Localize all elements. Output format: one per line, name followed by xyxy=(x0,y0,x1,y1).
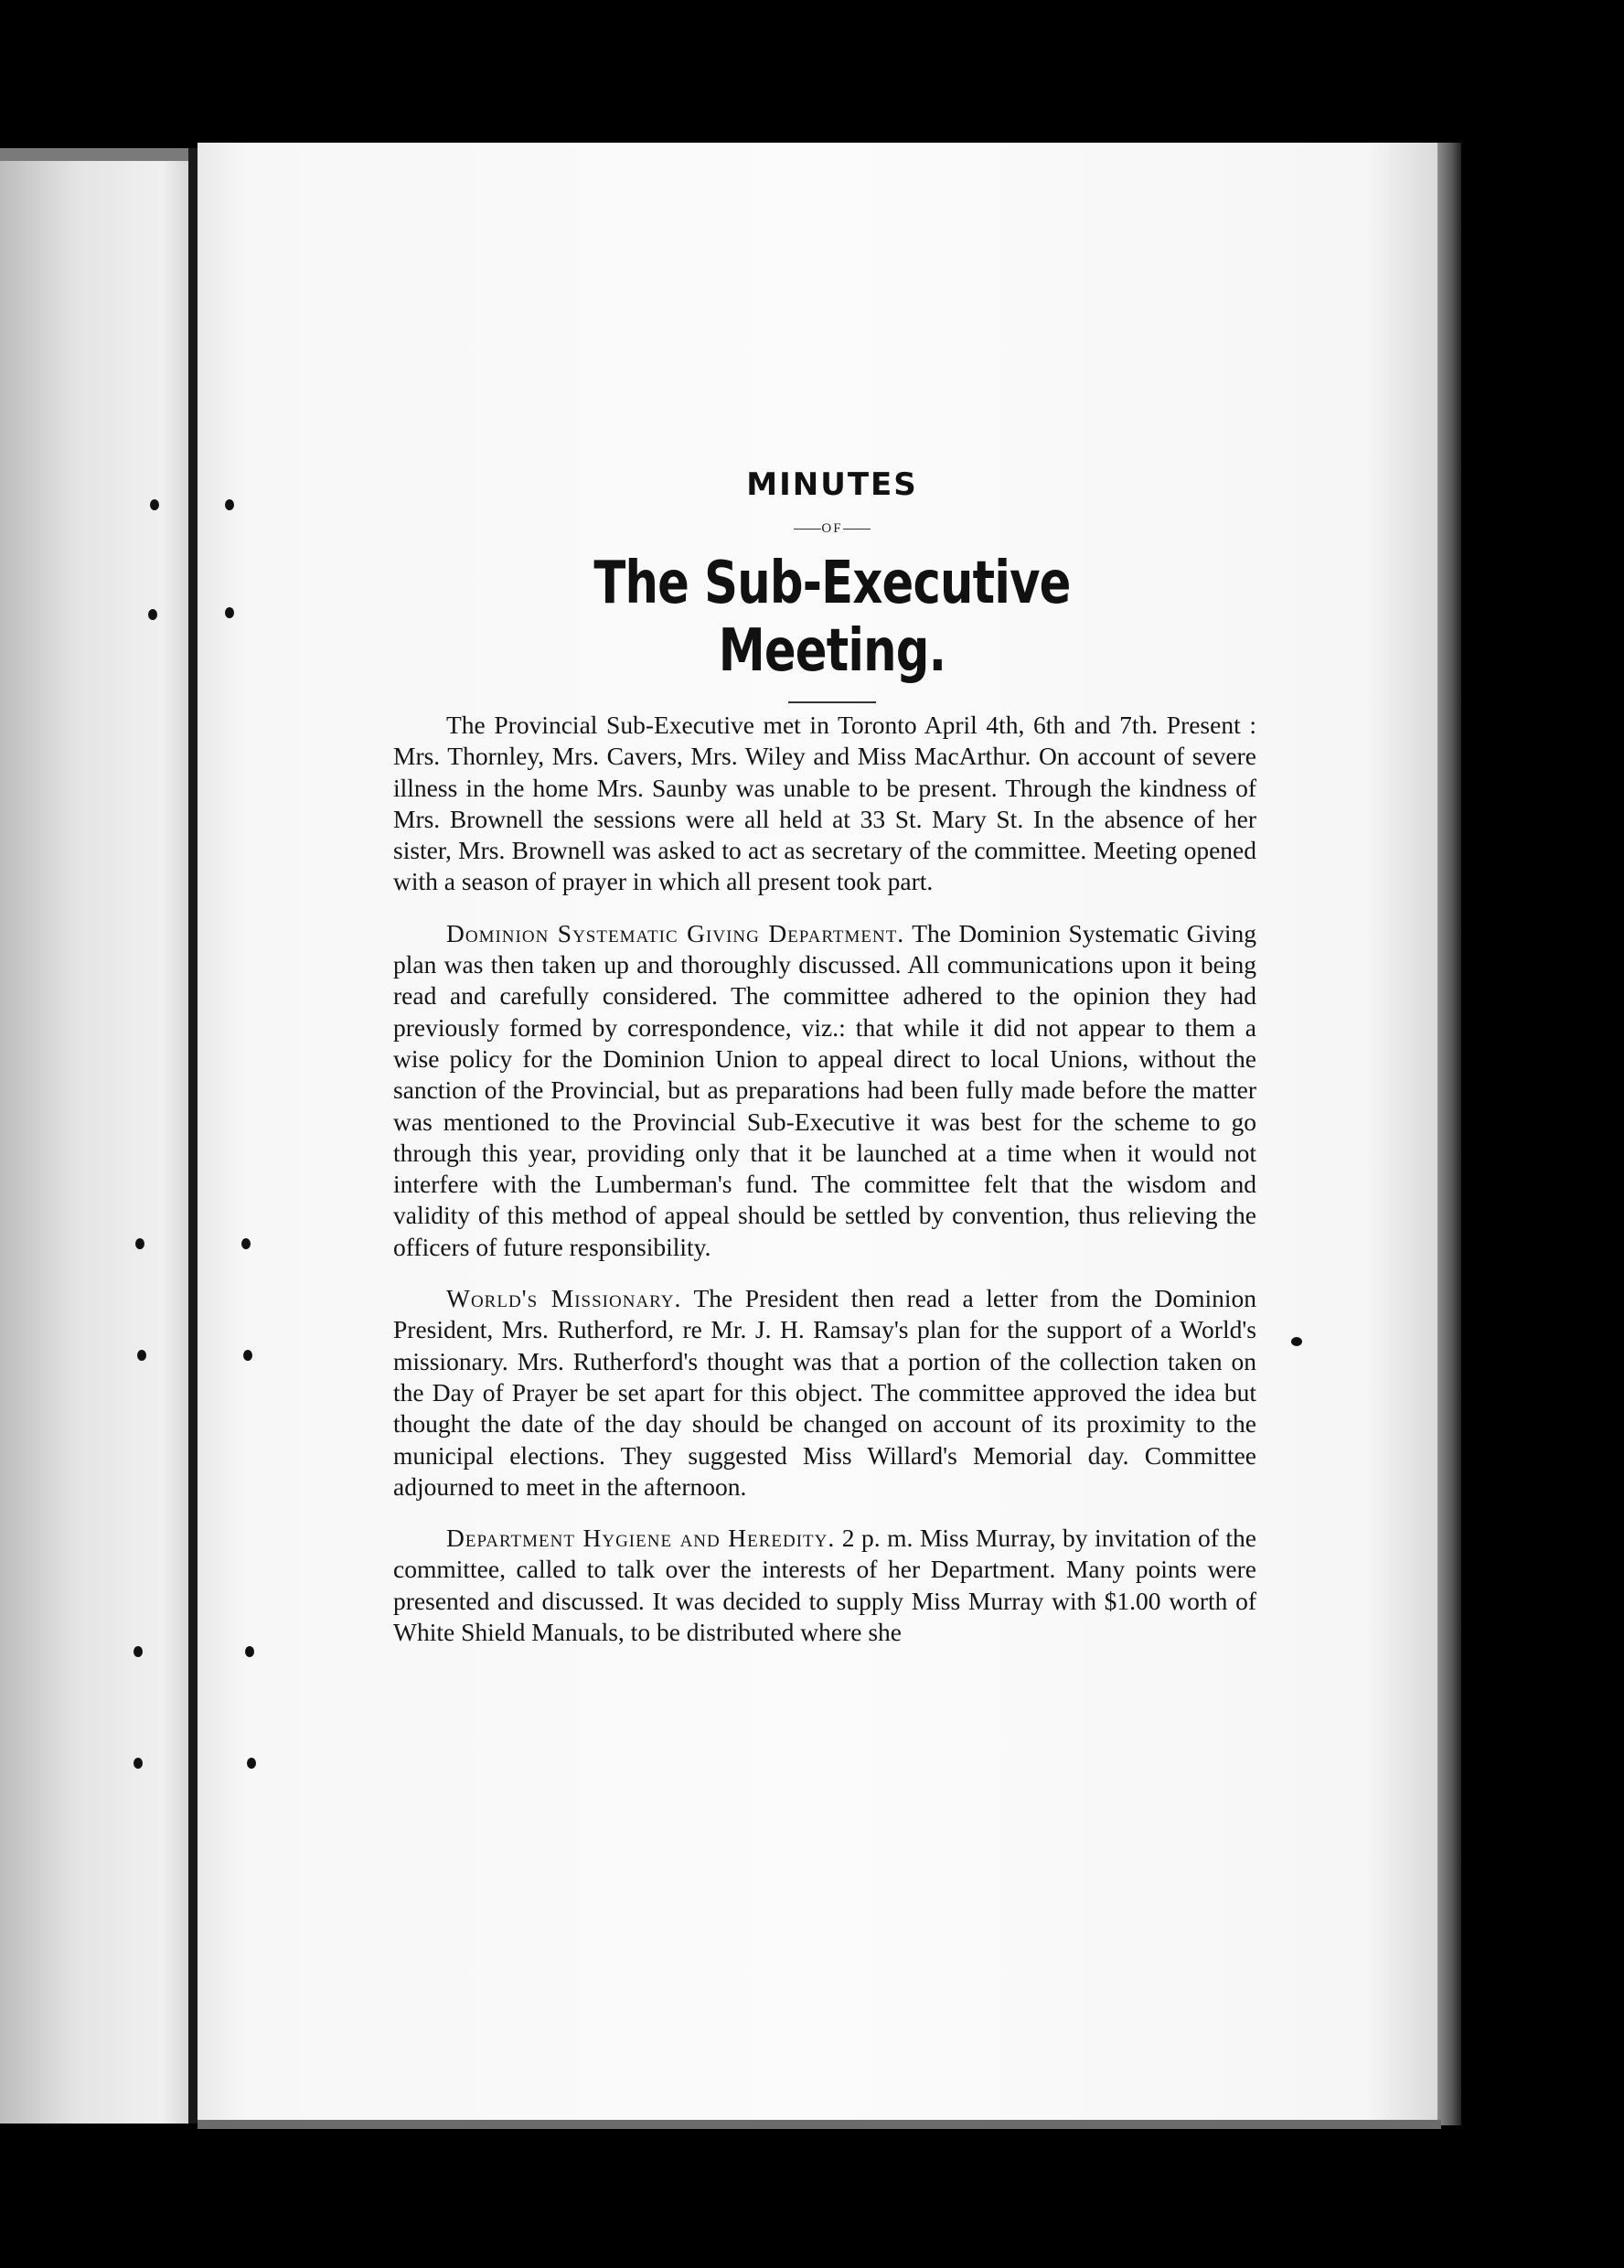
meeting-title: The Sub-Executive Meeting. xyxy=(593,550,1071,685)
binding-hole xyxy=(225,607,234,618)
of-text: OF xyxy=(821,521,843,536)
minutes-body xyxy=(393,710,1256,1668)
of-connector xyxy=(393,521,1271,537)
paragraph-text: The Dominion Systematic Giving plan was then taken up and thoroughly discussed. All communications upon it being read and carefully considered. The committee adhered to the opinion they had previously formed by correspondence, viz.: that while it did not appear to them a wise policy for the Dominion Union to appeal direct to local Unions, without the sanction of the Provincial, but as preparations had been fully made before the matter was mentioned to the Provincial Sub-Executive it was best for the scheme to go through this year, providing only that it be launched at a time when it would not interfere with the Lumberman's fund. The committee felt that the wisdom and validity of this method of appeal should be settled by convention, thus relieving the officers of future responsibility. xyxy=(393,918,1256,1261)
page-edge-shadow xyxy=(1437,143,1461,2125)
binding-hole xyxy=(148,609,157,620)
binding-hole xyxy=(247,1758,256,1769)
previous-page-top-edge xyxy=(0,148,190,161)
of-rule-right xyxy=(843,529,871,530)
paragraph-text: The Provincial Sub-Executive met in Toronto April 4th, 6th and 7th. Present : Mrs. Thornley, Mrs. Cavers, Mrs. Wiley and Miss MacArthur. On account of severe illness in the home Mrs. Saunby was unable to be present. Through the kindness of Mrs. Brownell the sessions were all held at 33 St. Mary St. In the absence of her sister, Mrs. Brownell was asked to act as secretary of the committee. Meeting opened with a season of prayer in which all present took part. xyxy=(393,711,1256,896)
section-heading: Dominion Systematic Giving Department. xyxy=(446,918,905,947)
paragraph-opening xyxy=(393,710,1256,898)
binding-hole xyxy=(150,499,159,510)
binding-hole xyxy=(135,1238,144,1249)
binding-hole xyxy=(134,1758,143,1769)
title-rule xyxy=(788,701,876,703)
page-bottom-edge xyxy=(198,2120,1441,2129)
binding-hole xyxy=(225,499,234,510)
ink-mark xyxy=(1291,1337,1302,1346)
section-heading: Department Hygiene and Heredity. xyxy=(446,1524,836,1553)
binding-hole xyxy=(243,1350,252,1361)
previous-page xyxy=(0,148,190,2124)
binding-hole xyxy=(134,1646,143,1657)
of-rule-left xyxy=(794,529,821,530)
paragraph-text: 2 p. m. Miss Murray, by invitation of the committee, called to talk over the interests of her Department. Many points were presented and discussed. It was decided to supply Miss Murray with $1.00 worth of White Shield Manuals, to be distributed where she xyxy=(393,1524,1256,1647)
paragraph-worlds-missionary xyxy=(393,1283,1256,1503)
section-heading: World's Missionary. xyxy=(446,1284,682,1313)
minutes-header xyxy=(393,466,1271,703)
binding-hole xyxy=(245,1646,254,1657)
binding-hole xyxy=(241,1238,251,1249)
paragraph-text: The President then read a letter from the Dominion President, Mrs. Rutherford, re Mr. J. H. Ramsay's plan for the support of a World's missionary. Mrs. Rutherford's thought was that a portion of the collection taken on the Day of Prayer be set apart for this object. The committee approved the idea but thought the date of the day should be changed on account of its proximity to the municipal elections. They suggested Miss Willard's Memorial day. Committee adjourned to meet in the afternoon. xyxy=(393,1284,1257,1501)
paragraph-hygiene-heredity xyxy=(393,1523,1256,1648)
paragraph-systematic-giving xyxy=(393,918,1256,1263)
minutes-kicker: MINUTES xyxy=(746,466,918,503)
binding-hole xyxy=(137,1350,146,1361)
